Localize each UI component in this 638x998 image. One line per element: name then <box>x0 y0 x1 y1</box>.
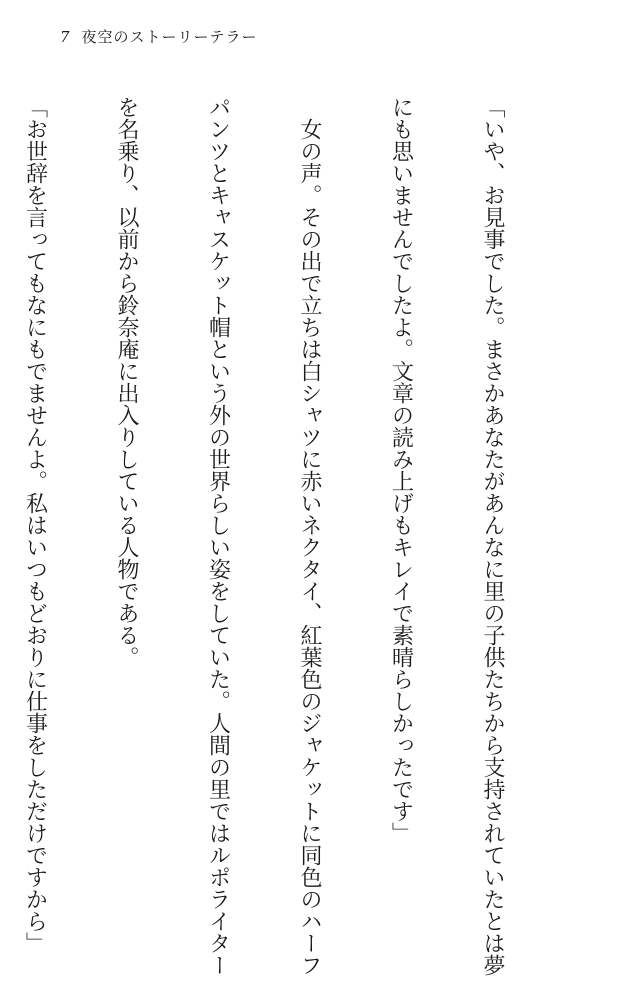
running-header <box>60 26 258 47</box>
text-line: 「いや、お見事でした。まさかあなたがあんなに里の子供たちから支持されていたとは夢 <box>480 96 505 976</box>
text-line: を名乗り、以前から鈴奈庵に出入りしている人物である。 <box>114 96 139 668</box>
book-title: 夜空のストーリーテラー <box>81 28 258 46</box>
text-line: にも思いませんでしたよ。文章の読み上げもキレイで素晴らしかったです」 <box>388 96 414 844</box>
text-line: 「お世辞を言ってもなにもでませんよ。私はいつもどおりに仕事をしただけですから」 <box>22 96 48 954</box>
vertical-text-body <box>22 96 568 976</box>
page-number: 7 <box>60 28 70 46</box>
text-line: 女の声。その出で立ちは白シャツに赤いネクタイ、紅葉色のジャケットに同色のハーフ <box>297 96 322 976</box>
text-line: パンツとキャスケット帽という外の世界らしい姿をしていた。人間の里ではルポライター <box>205 96 231 976</box>
